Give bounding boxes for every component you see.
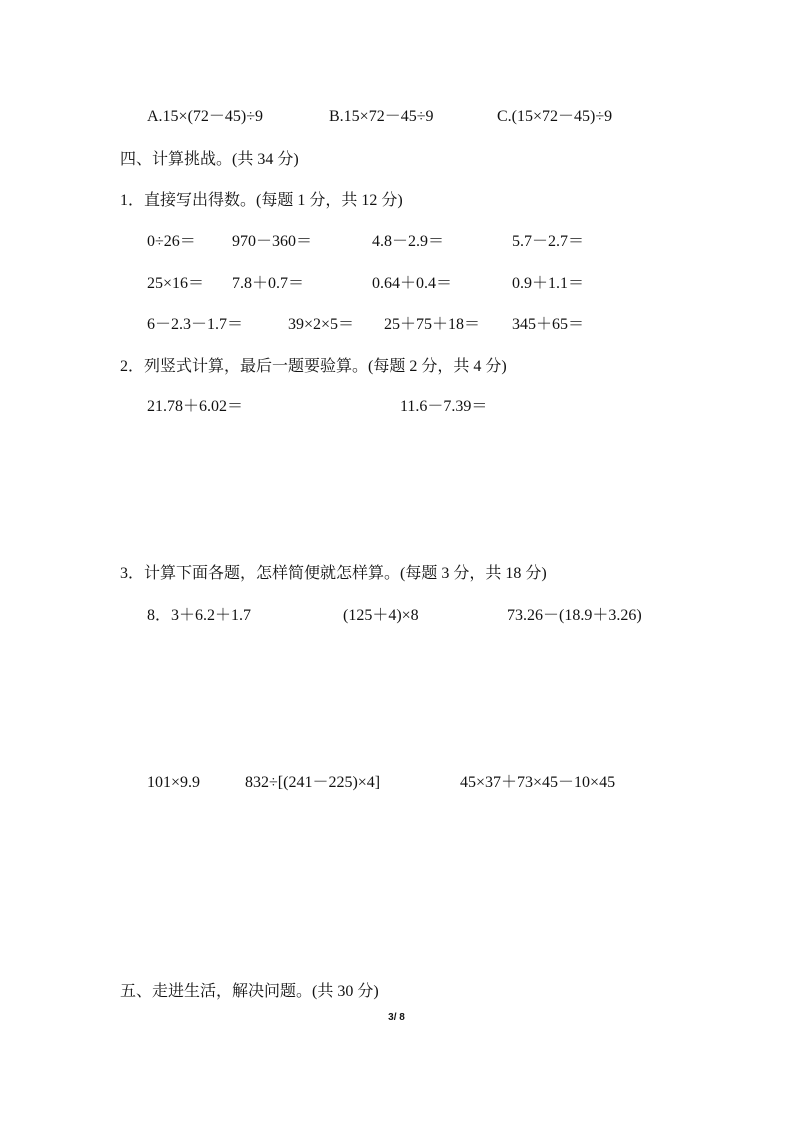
q3-item: 8．3＋6.2＋1.7: [147, 607, 252, 624]
q1-item: 39×2×5＝: [288, 316, 355, 333]
choice-c: C.(15×72－45)÷9: [497, 108, 613, 125]
choice-b: B.15×72－45÷9: [329, 108, 434, 125]
q1-item: 0.9＋1.1＝: [512, 275, 585, 292]
q1-item: 345＋65＝: [512, 316, 585, 333]
page-number: 3/ 8: [388, 1012, 405, 1023]
section5-title: 五、走进生活，解决问题。(共 30 分): [120, 983, 379, 1000]
q1-item: 970－360＝: [232, 233, 313, 250]
q1-item: 5.7－2.7＝: [512, 233, 585, 250]
q3-item: 45×37＋73×45－10×45: [460, 774, 616, 791]
q3-item: 832÷[(241－225)×4]: [245, 774, 381, 791]
q3-title: 3．计算下面各题，怎样简便就怎样算。(每题 3 分，共 18 分): [120, 565, 547, 582]
choice-a: A.15×(72－45)÷9: [147, 108, 264, 125]
q1-title: 1．直接写出得数。(每题 1 分，共 12 分): [120, 192, 403, 209]
q1-item: 0.64＋0.4＝: [372, 275, 453, 292]
q2-title: 2．列竖式计算，最后一题要验算。(每题 2 分，共 4 分): [120, 358, 507, 375]
q3-item: (125＋4)×8: [343, 607, 419, 624]
q1-item: 25×16＝: [147, 275, 205, 292]
section4-title: 四、计算挑战。(共 34 分): [120, 151, 299, 168]
q1-item: 7.8＋0.7＝: [232, 275, 305, 292]
q3-item: 101×9.9: [147, 774, 201, 791]
q1-item: 6－2.3－1.7＝: [147, 316, 244, 333]
q2-item: 11.6－7.39＝: [400, 398, 488, 415]
q2-item: 21.78＋6.02＝: [147, 398, 244, 415]
q1-item: 25＋75＋18＝: [384, 316, 481, 333]
q1-item: 4.8－2.9＝: [372, 233, 445, 250]
q1-item: 0÷26＝: [147, 233, 196, 250]
q3-item: 73.26－(18.9＋3.26): [507, 607, 642, 624]
